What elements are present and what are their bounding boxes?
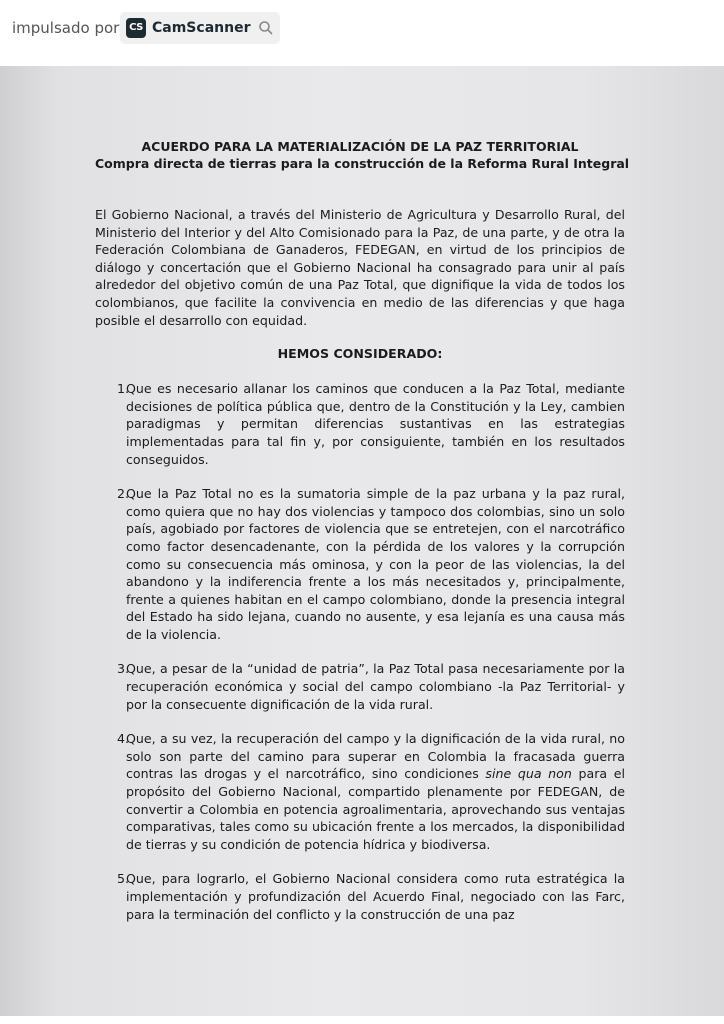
- camscanner-app-name: CamScanner: [152, 20, 251, 36]
- list-item: [95, 380, 625, 468]
- list-item: [95, 485, 625, 643]
- list-item-number: 5.: [117, 871, 130, 887]
- list-item: [95, 870, 625, 923]
- list-item-text: Que la Paz Total no es la sumatoria simple de la paz urbana y la paz rural, como quiera que no hay dos violencias y tampoco dos colombias, sino un solo país, agobiado por factores de violencia que se entretejen, con el narcotráfico como factor desencadenante, con la pérdida de los valores y la corrupción como su consecuencia más ominosa, y con la peor de las violencias, la del abandono y la indiferencia frente a los más necesitados y, principalmente, frente a quienes habitan en el campo colombiano, donde la presencia integral del Estado ha sido lejana, cuando no ausente, y esa lejanía es una causa más de la violencia.: [126, 486, 625, 642]
- document-subtitle: Compra directa de tierras para la construcción de la Reforma Rural Integral: [95, 156, 630, 171]
- powered-by-label: impulsado por: [12, 19, 120, 37]
- considerations-list: [95, 380, 625, 923]
- scanned-page: [0, 66, 724, 1016]
- section-heading: HEMOS CONSIDERADO:: [277, 346, 443, 362]
- top-bar: [0, 0, 724, 60]
- document-title: ACUERDO PARA LA MATERIALIZACIÓN DE LA PAZ TERRITORIAL: [141, 139, 579, 154]
- list-item-number: 3.: [117, 661, 130, 677]
- list-item-text: Que, para lograrlo, el Gobierno Nacional considera como ruta estratégica la implementación y profundización del Acuerdo Final, negociado con las Farc, para la terminación del conflicto y la construcción de una paz: [126, 871, 625, 922]
- intro-paragraph: El Gobierno Nacional, a través del Ministerio de Agricultura y Desarrollo Rural, del Ministerio del Interior y del Alto Comisionado para la Paz, de una parte, y de otra la Federación Colombiana de Ganaderos, FEDEGAN, en virtud de los principios de diálogo y concertación que el Gobierno Nacional ha consagrado para unir al país alrededor del objetivo común de una Paz Total, que dignifique la vida de todos los colombianos, que facilite la convivencia en medio de las diferencias y que haga posible el desarrollo con equidad.: [95, 207, 625, 328]
- list-item-number: 2.: [117, 486, 130, 502]
- list-item-text-part: para el propósito del Gobierno Nacional, compartido plenamente por FEDEGAN, de convertir a Colombia en potencia agroalimentaria, aprovechando sus ventajas comparativas, tales como su ubicación frente a los mercados, la disponibilidad de tierras y su condición de potencia hídrica y biodiversa.: [126, 766, 625, 852]
- latin-phrase: sine qua non: [485, 766, 572, 782]
- list-item-number: 1.: [117, 381, 130, 397]
- list-item-text: [126, 730, 625, 853]
- list-item-number: 4.: [117, 731, 130, 747]
- search-icon[interactable]: [257, 19, 275, 37]
- camscanner-badge[interactable]: [120, 12, 280, 44]
- list-item: [95, 730, 625, 853]
- list-item-text: Que, a pesar de la “unidad de patria”, la Paz Total pasa necesariamente por la recuperación económica y social del campo colombiano -la Paz Territorial- y por la consecuente dignificación de la vida rural.: [126, 661, 625, 712]
- list-item-text: Que es necesario allanar los caminos que conducen a la Paz Total, mediante decisiones de política pública que, dentro de la Constitución y la Ley, cambien paradigmas y permitan diferencias sustantivas en las estrategias implementadas para tal fin y, por consiguiente, también en los resultados conseguidos.: [126, 381, 625, 467]
- camscanner-logo-icon: CS: [126, 18, 146, 38]
- document-body: [95, 138, 630, 940]
- list-item-text-part: Que, a su vez, la recuperación del campo y la dignificación de la vida rural, no solo son parte del camino para superar en Colombia la fracasada guerra contras las drogas y el narcotráfico, sino condiciones: [126, 731, 625, 782]
- list-item: [95, 660, 625, 713]
